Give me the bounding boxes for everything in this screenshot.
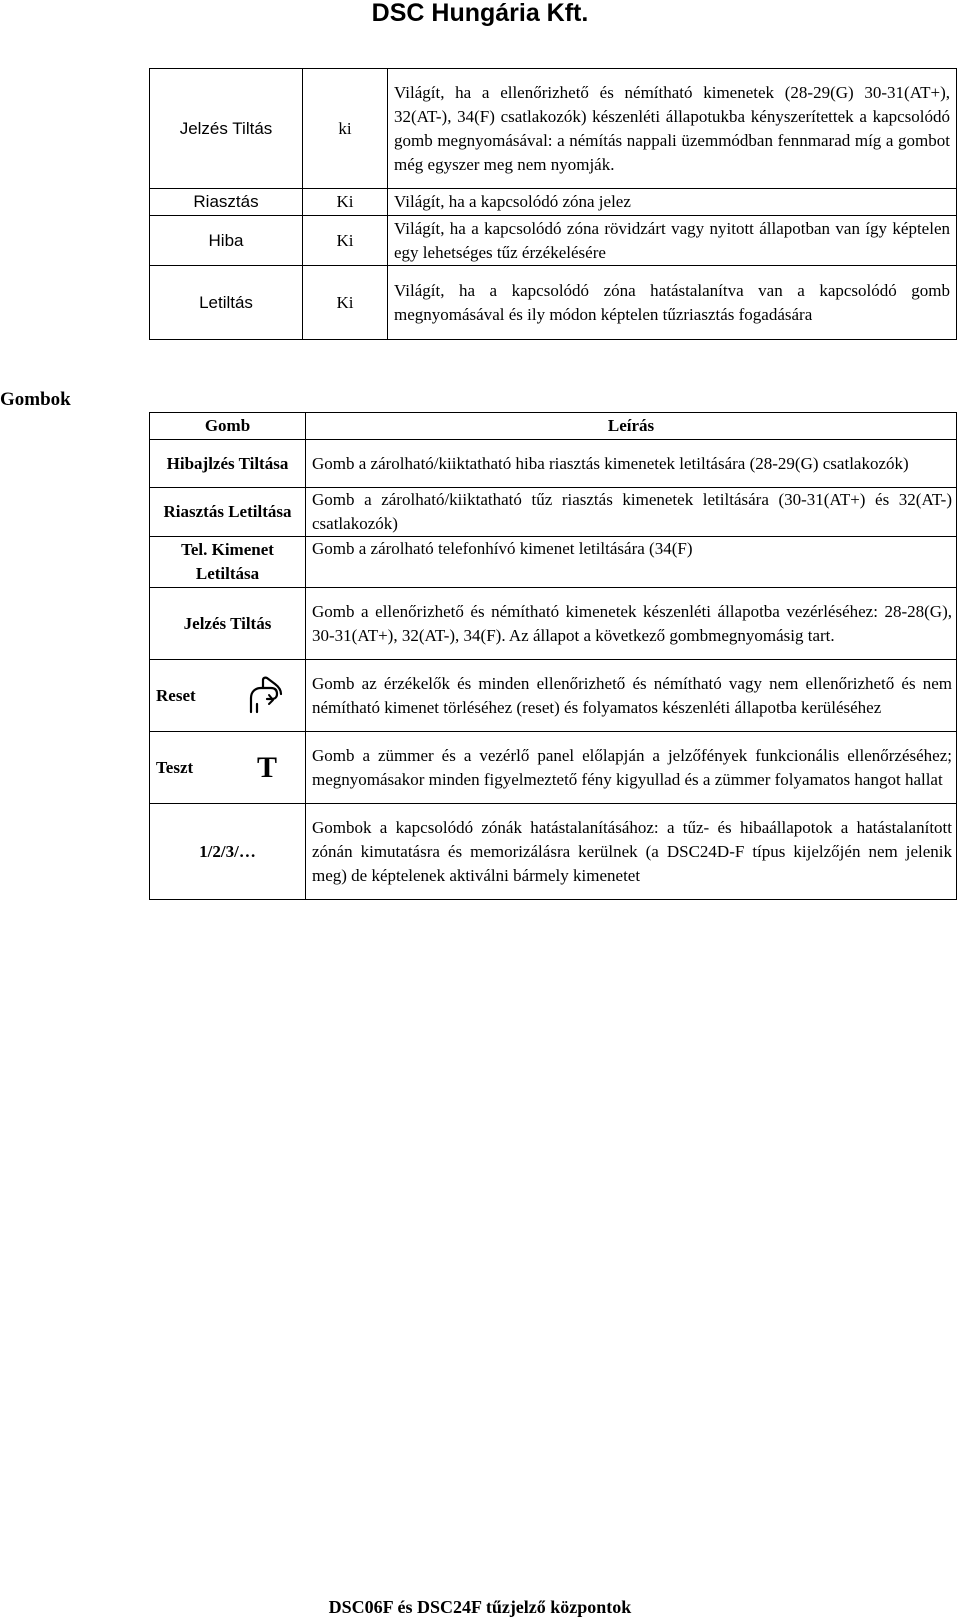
table-row — [150, 266, 957, 340]
indicator-description: Világít, ha a kapcsolódó zóna jelez — [388, 189, 957, 216]
page-footer: DSC06F és DSC24F tűzjelző központok — [328, 1597, 632, 1617]
indicator-name: Letiltás — [150, 266, 303, 340]
table-row — [150, 804, 957, 900]
button-description: Gombok a kapcsolódó zónák hatástalanításához: a tűz- és hibaállapotok a hatástalanított zónán kimutatásra és memorizálásra kerülnek (a DSC24D-F típus kijelzőjén nem jelenik meg) de képtelenek aktiválni bármely kimenetet — [306, 804, 957, 900]
indicator-table — [149, 68, 957, 340]
button-description: Gomb a zárolható telefonhívó kimenet letiltására (34(F) — [306, 537, 957, 588]
button-name: Teszt — [156, 757, 194, 777]
indicator-description: Világít, ha a ellenőrizhető és némítható kimenetek (28-29(G) 30-31(AT+), 32(AT-), 34(F) csatlakozók) készenléti állapotukba kényszerítettek a kapcsolódó gomb megnyomásával: a némítás nappali üzemmódban fennmarad míg a gombot még egyszer meg nem nyomják. — [388, 69, 957, 189]
table-row — [150, 660, 957, 732]
button-name: Reset — [156, 685, 196, 705]
button-name: Tel. Kimenet Letiltása — [150, 537, 306, 588]
table-row — [150, 732, 957, 804]
table-row — [150, 216, 957, 266]
table-row — [150, 69, 957, 189]
indicator-description: Világít, ha a kapcsolódó zóna hatástalanítva van a kapcsolódó gomb megnyomásával és ily módon képtelen tűzriasztás fogadására — [388, 266, 957, 340]
indicator-name: Riasztás — [150, 189, 303, 216]
button-description: Gomb az érzékelők és minden ellenőrizhető és némítható vagy nem ellenőrizhető és nem némítható kimenet törléséhez (reset) és folyamatos készenléti állapotba kerüléséhez — [306, 660, 957, 732]
table-row — [150, 488, 957, 537]
indicator-name: Jelzés Tiltás — [150, 69, 303, 189]
button-name: Riasztás Letiltása — [150, 488, 306, 537]
reset-hand-icon — [247, 676, 287, 716]
button-description: Gomb a zárolható/kiiktatható tűz riasztás kimenetek letiltására (30-31(AT+) és 32(AT-) csatlakozók) — [306, 488, 957, 537]
button-description: Gomb a zümmer és a vezérlő panel előlapján a jelzőfények funkcionális ellenőrzéséhez; megnyomásakor minden figyelmeztető fény kigyullad és a zümmer folyamatos hangot hallat — [306, 732, 957, 804]
button-description: Gomb a zárolható/kiiktatható hiba riasztás kimenetek letiltására (28-29(G) csatlakozók) — [306, 440, 957, 488]
page-title: DSC Hungária Kft. — [371, 0, 589, 27]
indicator-state: Ki — [303, 216, 388, 266]
section-heading: Gombok — [0, 389, 71, 410]
indicator-state: ki — [303, 69, 388, 189]
column-header-description: Leírás — [306, 413, 957, 440]
table-row — [150, 189, 957, 216]
button-name: Jelzés Tiltás — [150, 588, 306, 660]
reset-cell — [150, 660, 306, 732]
test-cell — [150, 732, 306, 804]
button-name: Hibajlzés Tiltása — [150, 440, 306, 488]
indicator-state: Ki — [303, 266, 388, 340]
button-name: 1/2/3/… — [150, 804, 306, 900]
button-description: Gomb a ellenőrizhető és némítható kimenetek készenléti állapotba vezérléséhez: 28-28(G), 30-31(AT+), 32(AT-), 34(F). Az állapot a következő gombmegnyomásig tart. — [306, 588, 957, 660]
table-header-row — [150, 413, 957, 440]
table-row — [150, 537, 957, 588]
test-icon: T — [256, 750, 277, 784]
buttons-table — [149, 412, 957, 900]
table-row — [150, 440, 957, 488]
indicator-name: Hiba — [150, 216, 303, 266]
table-row — [150, 588, 957, 660]
indicator-description: Világít, ha a kapcsolódó zóna rövidzárt vagy nyitott állapotban van így képtelen egy lehetséges tűz érzékelésére — [388, 216, 957, 266]
column-header-button: Gomb — [150, 413, 306, 440]
indicator-state: Ki — [303, 189, 388, 216]
